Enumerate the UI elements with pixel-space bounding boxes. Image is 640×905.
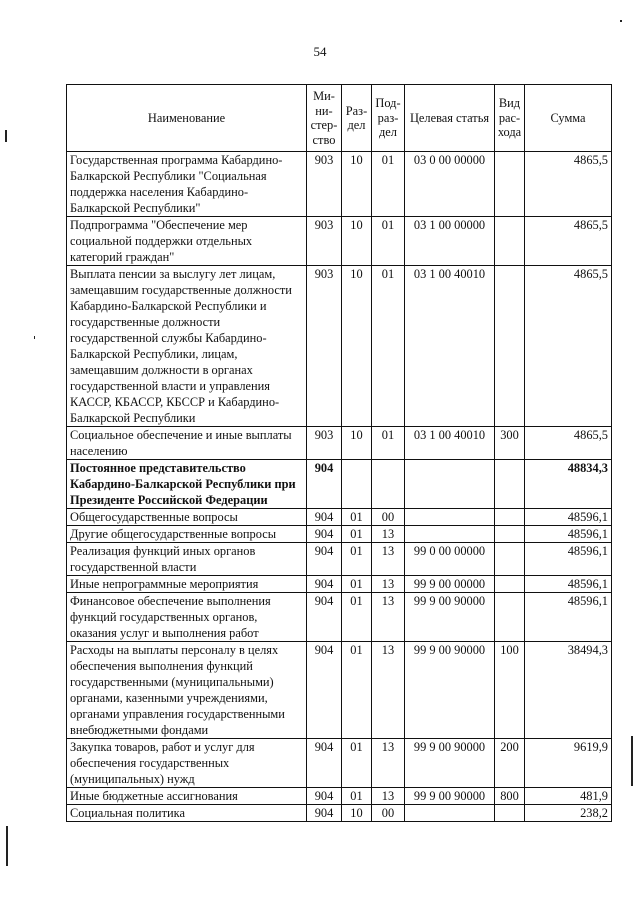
table-row: [67, 788, 612, 805]
cell-ministry: 904: [307, 543, 342, 576]
cell-name: Подпрограмма "Обеспечение мер социальной поддержки отдельных категорий граждан": [67, 217, 307, 266]
table-header-row: [67, 85, 612, 152]
cell-subsection: 01: [372, 266, 405, 427]
cell-ministry: 904: [307, 642, 342, 739]
cell-target: 99 9 00 00000: [405, 576, 495, 593]
cell-ministry: 904: [307, 460, 342, 509]
cell-sum: 4865,5: [525, 427, 612, 460]
table-row: [67, 152, 612, 217]
cell-target: 99 0 00 00000: [405, 543, 495, 576]
cell-target: 03 1 00 00000: [405, 217, 495, 266]
cell-name: Общегосударственные вопросы: [67, 509, 307, 526]
cell-expense-type: [495, 805, 525, 822]
cell-target: 03 1 00 40010: [405, 266, 495, 427]
cell-subsection: 01: [372, 427, 405, 460]
cell-expense-type: [495, 576, 525, 593]
cell-name: Иные бюджетные ассигнования: [67, 788, 307, 805]
cell-expense-type: [495, 152, 525, 217]
cell-ministry: 904: [307, 593, 342, 642]
cell-subsection: 13: [372, 526, 405, 543]
cell-name: Реализация функций иных органов государственной власти: [67, 543, 307, 576]
table-row: [67, 460, 612, 509]
cell-section: 10: [342, 427, 372, 460]
header-sum: Сумма: [525, 85, 612, 152]
cell-subsection: 13: [372, 576, 405, 593]
cell-name: Финансовое обеспечение выполнения функций государственных органов, оказания услуг и выполнения работ: [67, 593, 307, 642]
cell-ministry: 904: [307, 805, 342, 822]
cell-ministry: 903: [307, 152, 342, 217]
cell-subsection: 13: [372, 543, 405, 576]
table-row: [67, 593, 612, 642]
cell-target: [405, 509, 495, 526]
cell-target: [405, 460, 495, 509]
cell-section: 01: [342, 642, 372, 739]
table-row: [67, 509, 612, 526]
cell-ministry: 904: [307, 526, 342, 543]
cell-expense-type: [495, 509, 525, 526]
cell-expense-type: [495, 217, 525, 266]
cell-name: Закупка товаров, работ и услуг для обеспечения государственных (муниципальных) нужд: [67, 739, 307, 788]
cell-sum: 48596,1: [525, 509, 612, 526]
cell-target: [405, 805, 495, 822]
cell-section: 01: [342, 788, 372, 805]
cell-target: 99 9 00 90000: [405, 593, 495, 642]
cell-sum: 9619,9: [525, 739, 612, 788]
cell-target: 99 9 00 90000: [405, 788, 495, 805]
cell-target: 99 9 00 90000: [405, 642, 495, 739]
cell-name: Постоянное представительство Кабардино-Балкарской Республики при Президенте Российской Федерации: [67, 460, 307, 509]
cell-section: 10: [342, 266, 372, 427]
cell-ministry: 904: [307, 576, 342, 593]
header-subsection: Под-раз-дел: [372, 85, 405, 152]
cell-section: 01: [342, 576, 372, 593]
cell-section: 01: [342, 526, 372, 543]
table-row: [67, 427, 612, 460]
cell-section: 01: [342, 509, 372, 526]
cell-sum: 238,2: [525, 805, 612, 822]
cell-subsection: [372, 460, 405, 509]
cell-ministry: 903: [307, 217, 342, 266]
cell-sum: 48596,1: [525, 543, 612, 576]
cell-expense-type: [495, 593, 525, 642]
cell-name: Иные непрограммные мероприятия: [67, 576, 307, 593]
scan-mark: [620, 20, 622, 22]
cell-ministry: 903: [307, 427, 342, 460]
cell-ministry: 904: [307, 788, 342, 805]
table-row: [67, 526, 612, 543]
cell-ministry: 903: [307, 266, 342, 427]
scan-mark: [631, 736, 633, 786]
cell-expense-type: 800: [495, 788, 525, 805]
cell-subsection: 13: [372, 642, 405, 739]
cell-section: 10: [342, 152, 372, 217]
scan-mark: [34, 336, 35, 339]
cell-section: 01: [342, 543, 372, 576]
table-row: [67, 642, 612, 739]
table-row: [67, 543, 612, 576]
cell-subsection: 00: [372, 509, 405, 526]
cell-expense-type: [495, 460, 525, 509]
cell-target: 03 1 00 40010: [405, 427, 495, 460]
cell-sum: 4865,5: [525, 217, 612, 266]
cell-sum: 48596,1: [525, 593, 612, 642]
cell-target: [405, 526, 495, 543]
header-expense-type: Вид рас-хода: [495, 85, 525, 152]
cell-subsection: 13: [372, 739, 405, 788]
cell-expense-type: 300: [495, 427, 525, 460]
cell-ministry: 904: [307, 739, 342, 788]
budget-table: [66, 84, 612, 822]
cell-subsection: 13: [372, 788, 405, 805]
cell-name: Социальное обеспечение и иные выплаты населению: [67, 427, 307, 460]
table-row: [67, 266, 612, 427]
table-row: [67, 576, 612, 593]
cell-name: Расходы на выплаты персоналу в целях обеспечения выполнения функций государственными (муниципальными) органами, казенными учреждениями, органами управления государственными внебюджетными фондами: [67, 642, 307, 739]
table-row: [67, 739, 612, 788]
cell-subsection: 01: [372, 152, 405, 217]
cell-sum: 4865,5: [525, 152, 612, 217]
scan-mark: [6, 826, 8, 866]
table-row: [67, 217, 612, 266]
cell-section: 01: [342, 739, 372, 788]
cell-sum: 48834,3: [525, 460, 612, 509]
cell-expense-type: [495, 543, 525, 576]
header-ministry: Ми-ни-стер-ство: [307, 85, 342, 152]
cell-subsection: 13: [372, 593, 405, 642]
cell-target: 03 0 00 00000: [405, 152, 495, 217]
cell-sum: 48596,1: [525, 526, 612, 543]
cell-section: 10: [342, 805, 372, 822]
page-number: 54: [313, 44, 327, 59]
header-target: Целевая статья: [405, 85, 495, 152]
cell-section: [342, 460, 372, 509]
cell-sum: 481,9: [525, 788, 612, 805]
cell-section: 01: [342, 593, 372, 642]
cell-sum: 48596,1: [525, 576, 612, 593]
header-name: Наименование: [67, 85, 307, 152]
cell-name: Социальная политика: [67, 805, 307, 822]
cell-target: 99 9 00 90000: [405, 739, 495, 788]
cell-section: 10: [342, 217, 372, 266]
cell-name: Другие общегосударственные вопросы: [67, 526, 307, 543]
cell-expense-type: 100: [495, 642, 525, 739]
scan-mark: [5, 130, 7, 142]
cell-expense-type: [495, 526, 525, 543]
cell-sum: 38494,3: [525, 642, 612, 739]
cell-sum: 4865,5: [525, 266, 612, 427]
cell-subsection: 00: [372, 805, 405, 822]
cell-name: Государственная программа Кабардино-Балкарской Республики "Социальная поддержка населения Кабардино-Балкарской Республики": [67, 152, 307, 217]
cell-name: Выплата пенсии за выслугу лет лицам, замещавшим государственные должности Кабардино-Балкарской Республики и государственные должности государственной службы Кабардино-Балкарской Республики, лицам, замещавшим должности в органах государственной власти и управления КАССР, КБАССР, КБССР и Кабардино-Балкарской Республики: [67, 266, 307, 427]
header-section: Раз-дел: [342, 85, 372, 152]
cell-expense-type: 200: [495, 739, 525, 788]
cell-subsection: 01: [372, 217, 405, 266]
table-row: [67, 805, 612, 822]
cell-ministry: 904: [307, 509, 342, 526]
cell-expense-type: [495, 266, 525, 427]
